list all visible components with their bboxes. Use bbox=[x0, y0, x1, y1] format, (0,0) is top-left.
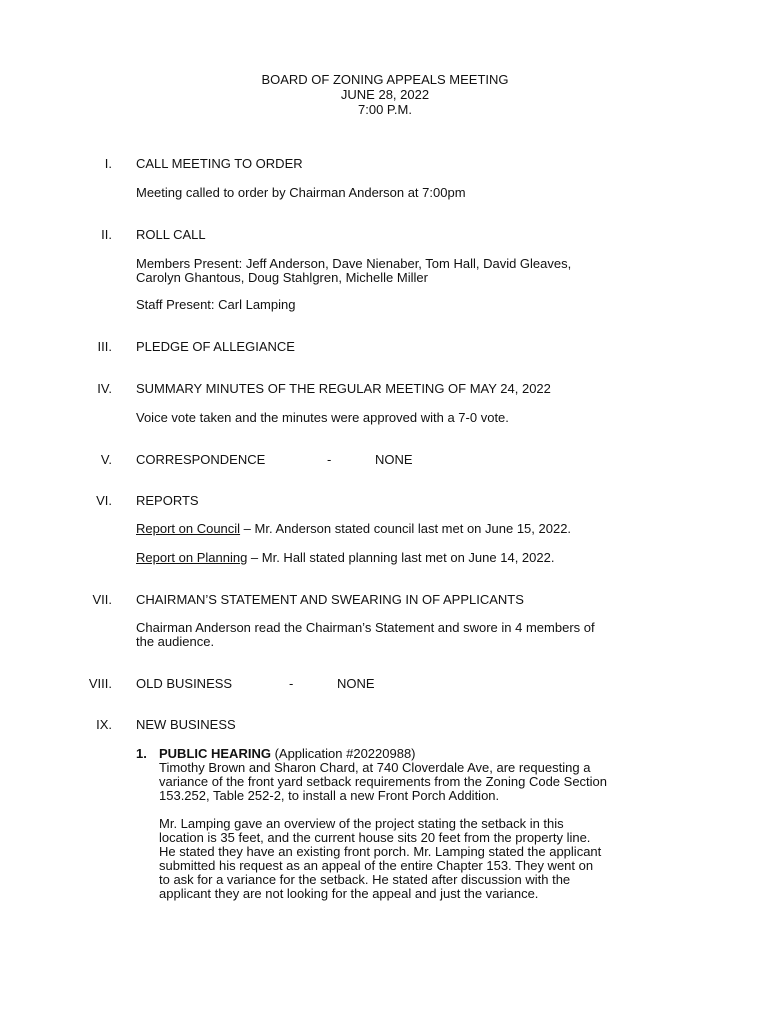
separator-dash: - bbox=[327, 452, 332, 467]
old-business-value: NONE bbox=[337, 676, 375, 691]
section-number: VII. bbox=[92, 592, 112, 607]
section-title: OLD BUSINESS bbox=[136, 676, 233, 691]
section-number: VIII. bbox=[88, 676, 112, 691]
header-title: BOARD OF ZONING APPEALS MEETING bbox=[261, 72, 509, 87]
section-text: Meeting called to order by Chairman Anderson at 7:00pm bbox=[136, 185, 466, 200]
item-heading: PUBLIC HEARING bbox=[159, 746, 271, 761]
overview-line: Mr. Lamping gave an overview of the project stating the setback in this bbox=[159, 816, 564, 831]
report-council: Report on Council – Mr. Anderson stated council last met on June 15, 2022. bbox=[136, 521, 572, 536]
section-number: I. bbox=[104, 156, 112, 171]
section-text: Chairman Anderson read the Chairman’s Statement and swore in 4 members of the audience. bbox=[136, 620, 595, 649]
item-description-line: 153.252, Table 252-2, to install a new Front Porch Addition. bbox=[159, 788, 500, 803]
document-header bbox=[0, 72, 770, 117]
overview-line: submitted his request as an appeal of the entire Chapter 153. They went on bbox=[159, 858, 594, 873]
section-number: III. bbox=[97, 339, 112, 354]
section-number: V. bbox=[100, 452, 112, 467]
section-title: CALL MEETING TO ORDER bbox=[136, 156, 303, 171]
section-title: PLEDGE OF ALLEGIANCE bbox=[136, 339, 295, 354]
section-title: ROLL CALL bbox=[136, 227, 206, 242]
separator-dash: - bbox=[289, 676, 294, 691]
header-time: 7:00 P.M. bbox=[358, 102, 412, 117]
section-title: CORRESPONDENCE bbox=[136, 452, 266, 467]
section-text: Voice vote taken and the minutes were approved with a 7-0 vote. bbox=[136, 410, 509, 425]
section-title: NEW BUSINESS bbox=[136, 717, 236, 732]
item-description-line: Timothy Brown and Sharon Chard, at 740 Cloverdale Ave, are requesting a bbox=[159, 760, 591, 775]
report-council-label: Report on Council bbox=[136, 521, 241, 536]
section-title: CHAIRMAN’S STATEMENT AND SWEARING IN OF APPLICANTS bbox=[136, 592, 524, 607]
report-planning-label: Report on Planning bbox=[136, 550, 248, 565]
staff-present: Staff Present: Carl Lamping bbox=[136, 297, 296, 312]
section-number: VI. bbox=[96, 493, 112, 508]
header-date: JUNE 28, 2022 bbox=[340, 87, 430, 102]
section-title: REPORTS bbox=[136, 493, 199, 508]
item-number: 1. bbox=[136, 746, 147, 761]
item-description-line: variance of the front yard setback requirements from the Zoning Code Section bbox=[159, 774, 608, 789]
overview-line: applicant they are not looking for the appeal and just the variance. bbox=[159, 886, 539, 901]
section-number: IV. bbox=[97, 381, 112, 396]
section-number: IX. bbox=[96, 717, 112, 732]
members-present: Members Present: Jeff Anderson, Dave Nienaber, Tom Hall, David Gleaves, Carolyn Ghantous, Doug Stahlgren, Michelle Miller bbox=[136, 256, 572, 285]
correspondence-value: NONE bbox=[375, 452, 413, 467]
overview-line: location is 35 feet, and the current house sits 20 feet from the property line. bbox=[159, 830, 591, 845]
overview-line: He stated they have an existing front porch. Mr. Lamping stated the applicant bbox=[159, 844, 602, 859]
item-application: (Application #20220988) bbox=[270, 746, 416, 761]
overview-line: to ask for a variance for the setback. He stated after discussion with the bbox=[159, 872, 571, 887]
section-number: II. bbox=[101, 227, 112, 242]
report-planning: Report on Planning – Mr. Hall stated planning last met on June 14, 2022. bbox=[136, 550, 555, 565]
section-title: SUMMARY MINUTES OF THE REGULAR MEETING OF MAY 24, 2022 bbox=[136, 381, 551, 396]
